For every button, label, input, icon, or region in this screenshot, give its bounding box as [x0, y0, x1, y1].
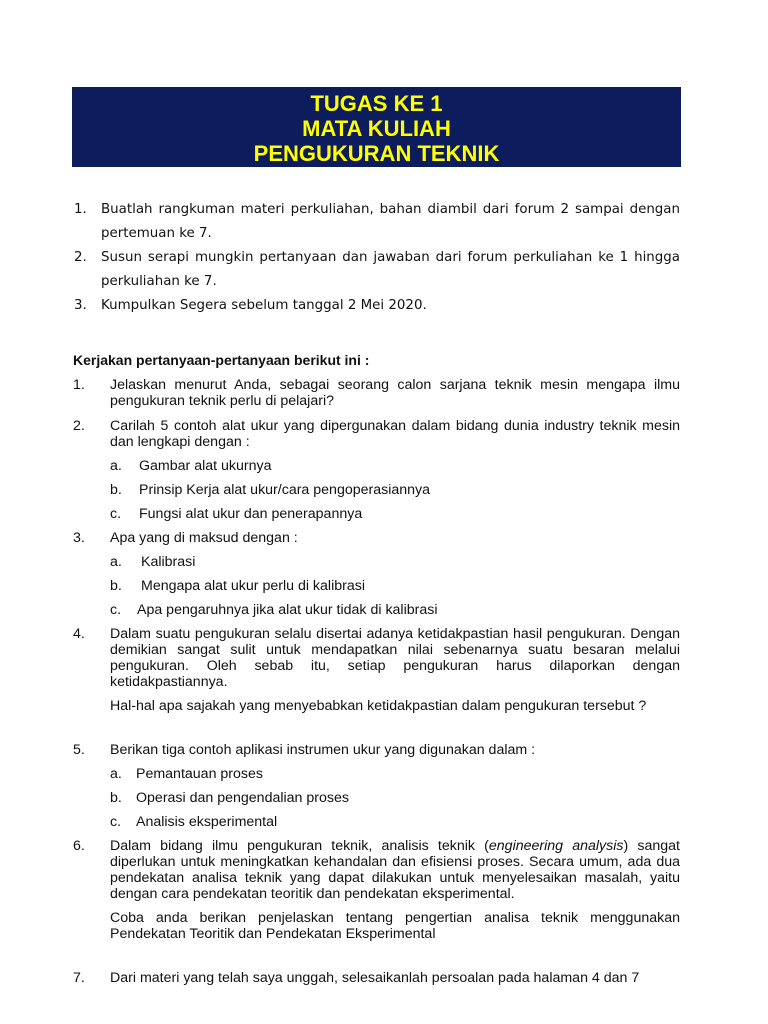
sub-text: Pemantauan proses	[136, 766, 263, 782]
question-text	[110, 838, 680, 902]
task-number: 3.	[74, 298, 87, 313]
question-6	[73, 838, 680, 942]
title-line-1: TUGAS KE 1	[310, 91, 443, 116]
question-2	[73, 418, 680, 450]
sub-item	[110, 578, 365, 594]
title-line-3: PENGUKURAN TEKNIK	[253, 141, 500, 166]
question-text: Dalam suatu pengukuran selalu disertai adanya ketidakpastian hasil pengukuran. Dengan demikian sangat sulit untuk mendapatkan nilai sebenarnya suatu besaran melalui pengukuran. Oleh sebab itu, setiap pengukuran harus dilaporkan dengan ketidakpastiannya.	[110, 626, 680, 690]
question-3	[73, 530, 680, 546]
sub-text: Kalibrasi	[141, 554, 196, 570]
task-text: Kumpulkan Segera sebelum tanggal 2 Mei 2020.	[101, 298, 427, 313]
question-text: Berikan tiga contoh aplikasi instrumen ukur yang digunakan dalam :	[110, 742, 536, 758]
sub-item	[110, 602, 437, 618]
question-text-followup: Hal-hal apa sajakah yang menyebabkan ketidakpastian dalam pengukuran tersebut ?	[110, 698, 647, 714]
task-item	[74, 246, 680, 294]
sub-letter: c.	[110, 602, 122, 618]
title-banner	[72, 87, 681, 167]
question-text: Dari materi yang telah saya unggah, selesaikanlah persoalan pada halaman 4 dan 7	[110, 970, 640, 986]
task-text: Buatlah rangkuman materi perkuliahan, bahan diambil dari forum 2 sampai dengan pertemuan ke 7.	[101, 202, 680, 241]
question-7	[73, 970, 680, 986]
question-text-part: Dalam bidang ilmu pengukuran teknik, analisis teknik (	[110, 838, 489, 854]
question-text: Carilah 5 contoh alat ukur yang dipergunakan dalam bidang dunia industry teknik mesin dan lengkapi dengan :	[110, 418, 680, 450]
sub-letter: b.	[110, 482, 122, 498]
question-number: 2.	[73, 418, 85, 434]
sub-item	[110, 506, 362, 522]
task-item	[74, 198, 680, 246]
sub-letter: b.	[110, 790, 122, 806]
sub-letter: a.	[110, 458, 122, 474]
question-number: 5.	[73, 742, 85, 758]
question-text: Apa yang di maksud dengan :	[110, 530, 298, 546]
sub-letter: c.	[110, 814, 122, 830]
sub-letter: a.	[110, 554, 122, 570]
sub-item	[110, 458, 271, 474]
sub-text: Apa pengaruhnya jika alat ukur tidak di kalibrasi	[137, 602, 438, 618]
sub-text: Gambar alat ukurnya	[139, 458, 272, 474]
sub-text: Mengapa alat ukur perlu di kalibrasi	[141, 578, 365, 594]
question-4	[73, 626, 680, 714]
question-5	[73, 742, 680, 758]
sub-letter: c.	[110, 506, 122, 522]
question-1	[73, 377, 680, 409]
title-line-2: MATA KULIAH	[302, 116, 451, 141]
question-number: 1.	[73, 377, 85, 393]
task-number: 1.	[74, 202, 87, 217]
sub-letter: b.	[110, 578, 122, 594]
sub-text: Analisis eksperimental	[136, 814, 278, 830]
sub-item	[110, 814, 277, 830]
question-number: 3.	[73, 530, 85, 546]
task-text: Susun serapi mungkin pertanyaan dan jawaban dari forum perkuliahan ke 1 hingga perkuliahan ke 7.	[101, 250, 680, 289]
sub-item	[110, 766, 263, 782]
question-number: 4.	[73, 626, 85, 642]
question-number: 7.	[73, 970, 85, 986]
question-text: Jelaskan menurut Anda, sebagai seorang calon sarjana teknik mesin mengapa ilmu pengukuran teknik perlu di pelajari?	[110, 377, 680, 409]
task-item	[74, 294, 680, 318]
section-title: Kerjakan pertanyaan-pertanyaan berikut ini :	[73, 352, 370, 368]
sub-letter: a.	[110, 766, 122, 782]
question-text-italic: engineering analysis	[488, 838, 624, 854]
sub-item	[110, 482, 430, 498]
sub-text: Operasi dan pengendalian proses	[136, 790, 349, 806]
task-number: 2.	[74, 250, 87, 265]
question-text-part: ) sangat diperlukan untuk meningkatkan kehandalan dan efisiensi proses. Secara umum, ada dua pendekatan analisa teknik yang dapat dilakukan untuk menyelesaikan masalah, yaitu dengan cara pendekatan teoritik dan pendekatan eksperimental.	[110, 838, 680, 902]
question-text-followup: Coba anda berikan penjelaskan tentang pengertian analisa teknik menggunakan Pendekatan Teoritik dan Pendekatan Eksperimental	[110, 910, 680, 942]
task-list	[74, 198, 680, 318]
sub-item	[110, 790, 349, 806]
sub-text: Fungsi alat ukur dan penerapannya	[139, 506, 363, 522]
question-number: 6.	[73, 838, 85, 854]
sub-text: Prinsip Kerja alat ukur/cara pengoperasiannya	[139, 482, 431, 498]
sub-item	[110, 554, 195, 570]
